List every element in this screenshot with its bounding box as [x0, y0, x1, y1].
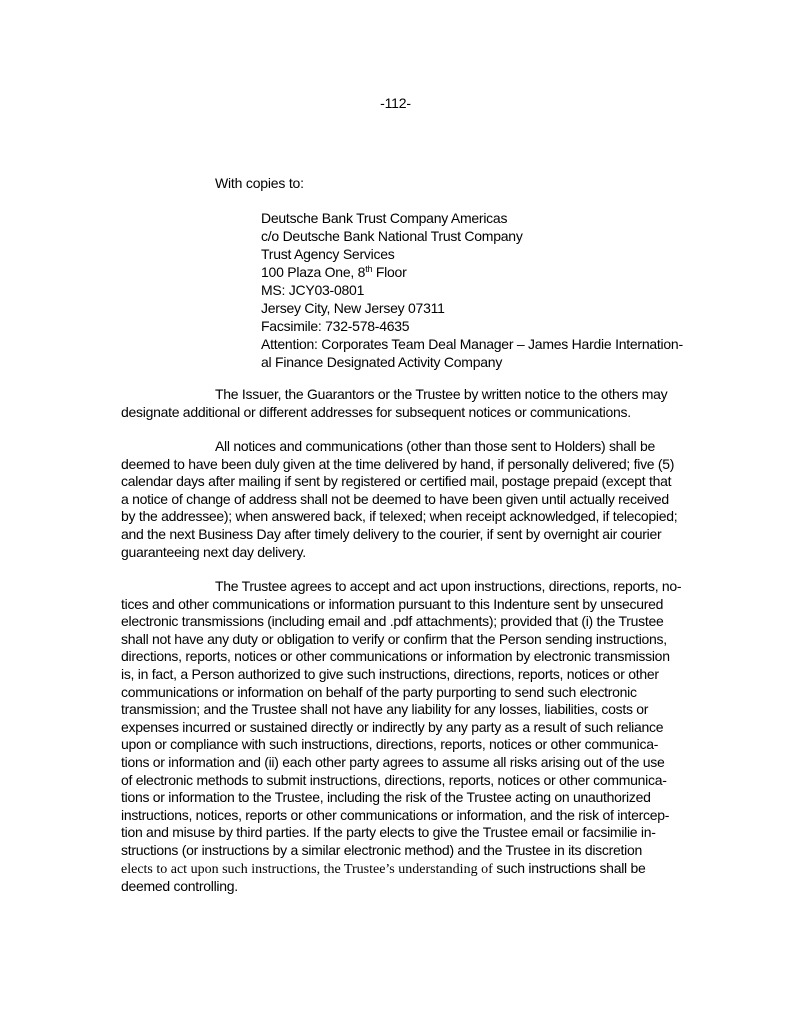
address-department: Trust Agency Services [261, 246, 395, 262]
paragraph-line: The Issuer, the Guarantors or the Trustee by written notice to the others may [215, 386, 668, 402]
address-mail-stop: MS: JCY03-0801 [261, 282, 365, 298]
paragraph-line: The Trustee agrees to accept and act upon instructions, directions, reports, no- [215, 578, 682, 594]
paragraph-line: transmission; and the Trustee shall not have any liability for any losses, liabilities, costs or [121, 701, 649, 718]
paragraph-line: designate additional or different addresses for subsequent notices or communications. [121, 403, 631, 420]
sans-text-run: such instructions shall be [492, 859, 646, 876]
address-floor-ordinal: th [365, 264, 373, 274]
paragraph-line: structions (or instructions by a similar electronic method) and the Trustee in its discretion [121, 841, 642, 858]
paragraph-line: is, in fact, a Person authorized to give such instructions, directions, reports, notices or other [121, 665, 659, 682]
address-care-of: c/o Deutsche Bank National Trust Company [261, 228, 523, 244]
address-street [261, 263, 721, 281]
paragraph-line: tions or information to the Trustee, including the risk of the Trustee acting on unauthorized [121, 789, 651, 806]
paragraph-line: instructions, notices, reports or other communications or information, and the risk of intercep- [121, 806, 670, 823]
paragraph-electronic-instructions [121, 578, 701, 896]
paragraph-line: shall not have any duty or obligation to verify or confirm that the Person sending instructions, [121, 630, 667, 647]
paragraph-line: of electronic methods to submit instructions, directions, reports, notices or other communica- [121, 771, 667, 788]
paragraph-line: expenses incurred or sustained directly or indirectly by any party as a result of such reliance [121, 718, 664, 735]
paragraph-line: tions or information and (ii) each other party agrees to assume all risks arising out of the use [121, 753, 665, 770]
paragraph-line: a notice of change of address shall not be deemed to have been given until actually received [121, 490, 669, 507]
address-floor-word: Floor [372, 264, 407, 280]
paragraph-line: and the next Business Day after timely delivery to the courier, if sent by overnight air courier [121, 525, 662, 542]
copies-heading: With copies to: [215, 175, 304, 191]
address-attention-continued: al Finance Designated Activity Company [261, 354, 503, 370]
paragraph-line: communications or information on behalf of the party purporting to send such electronic [121, 683, 637, 700]
page-number: -112- [380, 95, 411, 111]
address-bank-name: Deutsche Bank Trust Company Americas [261, 210, 508, 226]
paragraph-line: deemed to have been duly given at the time delivered by hand, if personally delivered; five (5) [121, 455, 675, 472]
paragraph-line: calendar days after mailing if sent by registered or certified mail, postage prepaid (except that [121, 473, 672, 490]
paragraph-line: guaranteeing next day delivery. [121, 543, 306, 560]
paragraph-line: electronic transmissions (including email and .pdf attachments); provided that (i) the Trustee [121, 613, 664, 630]
paragraph-line: tices and other communications or information pursuant to this Indenture sent by unsecured [121, 595, 664, 612]
address-city: Jersey City, New Jersey 07311 [261, 300, 445, 316]
paragraph-line: All notices and communications (other than those sent to Holders) shall be [215, 438, 655, 454]
address-street-number: 100 Plaza One, 8 [261, 264, 366, 280]
paragraph-notice-delivery [121, 438, 701, 561]
address-attention: Attention: Corporates Team Deal Manager – James Hardie Internation- [261, 336, 683, 352]
paragraph-line: by the addressee); when answered back, if telexed; when receipt acknowledged, if telecopied; [121, 508, 678, 525]
paragraph-line-mixed [121, 860, 701, 879]
serif-text-run: elects to act upon such instructions, the Trustee’s understanding of [121, 861, 493, 877]
paragraph-line: directions, reports, notices or other communications or information by electronic transmission [121, 648, 670, 665]
paragraph-designate-addresses [121, 386, 701, 421]
paragraph-line: deemed controlling. [121, 878, 238, 895]
address-facsimile: Facsimile: 732-578-4635 [261, 318, 410, 334]
paragraph-line: tion and misuse by third parties. If the party elects to give the Trustee email or facsimilie in- [121, 824, 656, 841]
paragraph-line: upon or compliance with such instructions, directions, reports, notices or other communica- [121, 736, 659, 753]
trustee-address-block [261, 209, 721, 371]
